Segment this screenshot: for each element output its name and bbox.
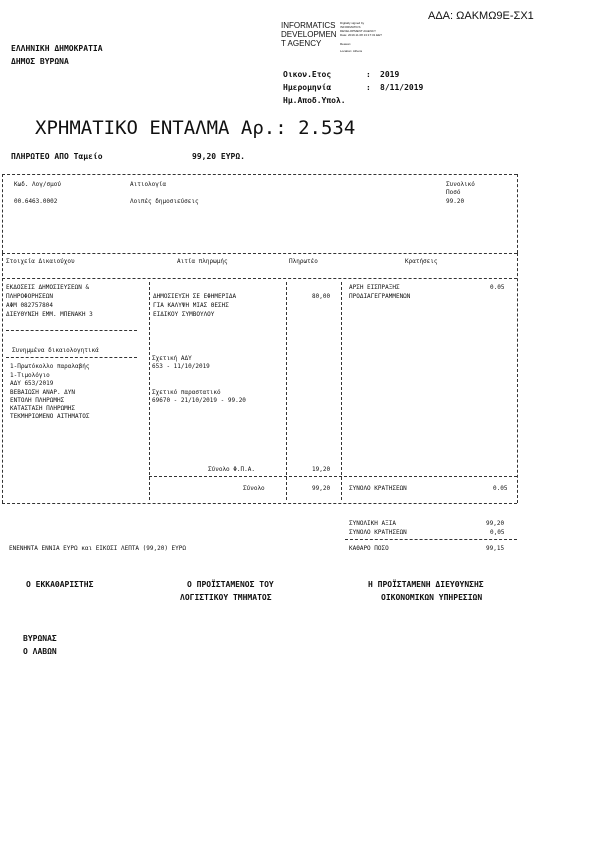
col-account-code: Κωδ. Λογ/σμού (14, 181, 61, 188)
signature-note: Date: 2019.11.08 13:17:31 EET (340, 33, 382, 37)
amount-in-words: ΕΝΕΝΗΝΤΑ ΕΝΝΙΑ ΕΥΡΩ και ΕΙΚΟΣΙ ΛΕΠΤΑ (99,20) ΕΥΡΩ (9, 545, 187, 552)
gross-value: 99,20 (486, 520, 505, 527)
table2-header-rule (2, 278, 517, 279)
related-ady-value: 653 - 11/10/2019 (152, 363, 210, 370)
logo-line: DEVELOPMEN (281, 30, 337, 39)
logo-line: T AGENCY (281, 39, 322, 48)
attachment-item: 1-Πρωτόκολλο παραλαβής (10, 363, 90, 370)
header-republic: ΕΛΛΗΝΙΚΗ ΔΗΜΟΚΡΑΤΙΑ (11, 44, 103, 53)
related-invoice-value: 69670 - 21/10/2019 - 99.20 (152, 397, 246, 404)
logo-line: INFORMATICS (281, 21, 336, 30)
deductions-total-label: ΣΥΝΟΛΟ ΚΡΑΤΗΣΕΩΝ (349, 485, 407, 492)
signature-accounting-dept: ΛΟΓΙΣΤΙΚΟΥ ΤΜΗΜΑΤΟΣ (180, 593, 272, 602)
beneficiary-tax-id: ΑΦΜ 082757804 (6, 302, 53, 309)
col-total: Συνολικό (446, 181, 475, 188)
calc-date-label: Ημ.Αποδ.Υπολ. (283, 96, 346, 105)
signature-finance-services: ΟΙΚΟΝΟΜΙΚΩΝ ΥΠΗΡΕΣΙΩΝ (381, 593, 483, 602)
receiver-label: Ο ΛΑΒΩΝ (23, 647, 57, 656)
account-description: Λοιπές δημοσιεύσεις (130, 198, 199, 205)
table2-col-rule (149, 282, 150, 500)
year-sep: : (366, 70, 371, 79)
payment-source: ΠΛΗΡΩΤΕΟ ΑΠΟ Ταμείο (11, 152, 103, 161)
place-name: ΒΥΡΩΝΑΣ (23, 634, 57, 643)
year-value: 2019 (380, 70, 400, 79)
signature-finance-director: Η ΠΡΟΪΣΤΑΜΕΝΗ ΔΙΕΥΘΥΝΣΗΣ (368, 580, 484, 589)
beneficiary-address: ΔΙΕΥΘΥΝΣΗ ΕΜΜ. ΜΠΕΝΑΚΗ 3 (6, 311, 93, 318)
header-municipality: ΔΗΜΟΣ ΒΥΡΩΝΑ (11, 57, 69, 66)
attachments-title: Συνημμένα δικαιολογητικά (12, 347, 99, 354)
table1-top-rule (2, 174, 517, 175)
deduction-label: ΠΡΟΔΙΑΓΕΓΡΑΜΜΕΝΩΝ (349, 293, 411, 300)
docs-top-rule (6, 330, 137, 331)
signature-note: Digitally signed by (340, 21, 365, 25)
table1-right-rule (517, 174, 518, 253)
table1-left-rule (2, 174, 3, 253)
total-deductions-label: ΣΥΝΟΛΟ ΚΡΑΤΗΣΕΩΝ (349, 529, 407, 536)
total-deductions-value: 0,05 (490, 529, 505, 536)
head-payment-reason: Αιτία πληρωμής (177, 258, 228, 265)
signature-accounting-head: Ο ΠΡΟΪΣΤΑΜΕΝΟΣ ΤΟΥ (187, 580, 274, 589)
attachment-item: 1-Τιμολόγιο (10, 372, 50, 379)
table2-right-rule (517, 253, 518, 503)
payment-reason-line: ΕΙΔΙΚΟΥ ΣΥΜΒΟΥΛΟΥ (153, 311, 215, 318)
sum-value: 99,20 (312, 485, 331, 492)
payment-reason-line: ΓΙΑ ΚΑΛΥΨΗ ΜΙΑΣ ΘΕΣΗΣ (153, 302, 229, 309)
docs-bottom-rule (6, 357, 137, 358)
table2-col-rule (286, 282, 287, 500)
table2-col-rule (341, 282, 342, 500)
net-label: ΚΑΘΑΡΟ ΠΟΣΟ (349, 545, 389, 552)
vat-total-value: 19,20 (312, 466, 331, 473)
signature-note: INFORMATICS (340, 25, 361, 29)
col-amount: Ποσό (446, 189, 461, 196)
vat-total-label: Σύνολο Φ.Π.Α. (208, 466, 255, 473)
attachment-item: ΚΑΤΑΣΤΑΣΗ ΠΛΗΡΩΜΗΣ (10, 405, 76, 412)
vat-rule (149, 476, 517, 477)
payment-amount: 99,20 ΕΥΡΩ. (192, 152, 245, 161)
totals-rule (345, 539, 517, 540)
beneficiary-line: ΠΛΗΡΟΦΟΡΗΣΕΩΝ (6, 293, 53, 300)
attachment-item: ΤΕΚΜΗΡΙΩΜΕΝΟ ΑΙΤΗΜΑΤΟΣ (10, 413, 90, 420)
payable-amount: 80,00 (312, 293, 331, 300)
attachment-item: ΑΔΥ 653/2019 (10, 380, 54, 387)
deductions-total-value: 0.05 (493, 485, 508, 492)
deduction-label: ΑΡΣΗ ΕΙΣΠΡΑΞΗΣ (349, 284, 400, 291)
table2-top-rule (2, 253, 517, 254)
related-invoice-label: Σχετικό παραστατικό (152, 389, 221, 396)
ada-code: ΑΔΑ: ΩΑΚΜΩ9Ε-ΣΧ1 (428, 10, 534, 22)
signature-note: DEVELOPMENT AGENCY (340, 29, 376, 33)
year-label: Οικον.Ετος (283, 70, 332, 79)
payment-reason-line: ΔΗΜΟΣΙΕΥΣΗ ΣΕ ΕΦΗΜΕΡΙΔΑ (153, 293, 237, 300)
signature-note: Location: Athens (340, 49, 363, 53)
deduction-amount: 0.05 (490, 284, 505, 291)
attachment-item: ΕΝΤΟΛΗ ΠΛΗΡΩΜΗΣ (10, 397, 65, 404)
account-amount: 99.20 (446, 198, 465, 205)
head-deductions: Κρατήσεις (405, 258, 438, 265)
table2-bottom-rule (2, 503, 517, 504)
account-code: 00.6463.0002 (14, 198, 58, 205)
col-description: Αιτιολογία (130, 181, 167, 188)
beneficiary-line: ΕΚΔΟΣΕΙΣ ΔΗΜΟΣΙΕΥΣΕΩΝ & (6, 284, 90, 291)
gross-label: ΣΥΝΟΛΙΚΗ ΑΞΙΑ (349, 520, 396, 527)
table2-left-rule (2, 253, 3, 503)
date-label: Ημερομηνία (283, 83, 332, 92)
related-ady-label: Σχετική ΑΔΥ (152, 355, 192, 362)
page-title: ΧΡΗΜΑΤΙΚΟ ΕΝΤΑΛΜΑ Αρ.: 2.534 (35, 117, 356, 139)
signature-clearer: Ο ΕΚΚΑΘΑΡΙΣΤΗΣ (26, 580, 94, 589)
sum-label: Σύνολο (243, 485, 265, 492)
date-value: 8/11/2019 (380, 83, 424, 92)
head-payable: Πληρωτέο (289, 258, 318, 265)
signature-note: Reason: (340, 42, 352, 46)
date-sep: : (366, 83, 371, 92)
head-beneficiary: Στοιχεία Δικαιούχου (6, 258, 75, 265)
net-value: 99,15 (486, 545, 505, 552)
attachment-item: ΒΕΒΑΙΩΣΗ ΑΝΑΡ. ΔΥΝ (10, 389, 76, 396)
